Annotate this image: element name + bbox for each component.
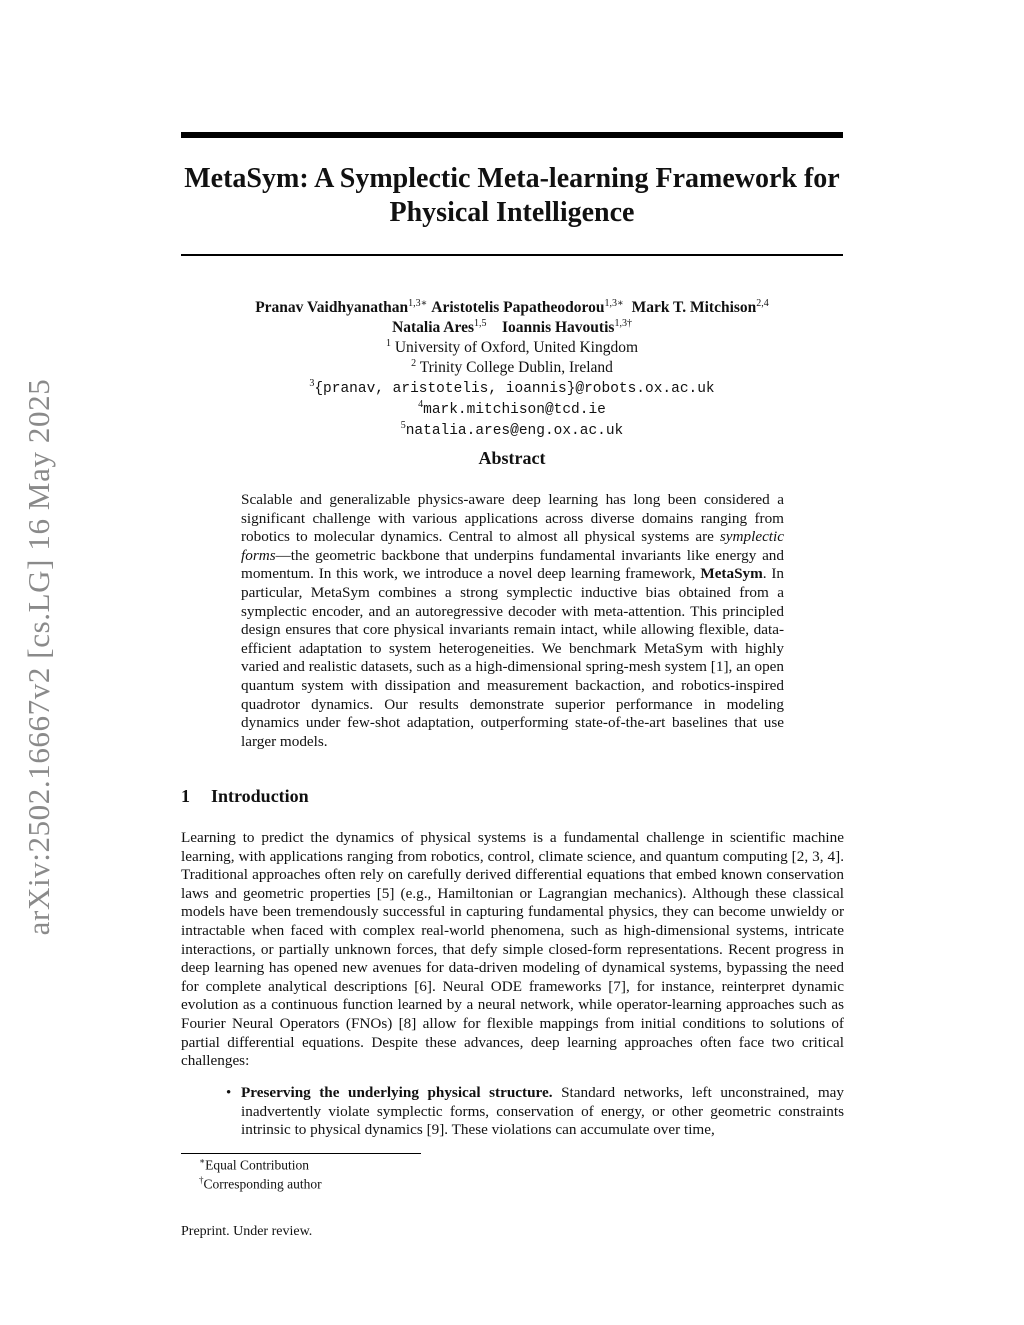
author-sup: 1,3∗ <box>408 297 428 309</box>
affiliation: $^2$ Trinity College Dublin, Ireland <box>411 357 613 376</box>
abstract-emphasis: symplectic forms <box>241 528 784 564</box>
section-number: 1 <box>181 786 190 806</box>
author-sup: 1,3∗ <box>604 297 624 309</box>
author-line-1 <box>181 298 843 318</box>
abstract-body: Scalable and generalizable physics-aware deep learning has long been considered a significant challenge with various applications across diverse domains ranging from robotics to molecular dynamics. Central to almost all physical systems are symplectic forms—the geometric backbone that underpins fundamental invariants like energy and momentum. In this work, we introduce a novel deep learning framework, MetaSym. In particular, MetaSym combines a strong symplectic inductive bias obtained from a symplectic encoder, and an autoregressive decoder with meta-attention. This principled design ensures that core physical invariants remain intact, while allowing flexible, data-efficient adaptation to system heterogeneities. We benchmark MetaSym with highly varied and realistic datasets, such as a high-dimensional spring-mesh system [1], an open quantum system with dissipation and measurement backaction, and robotics-inspired quadrotor dynamics. Our results demonstrate superior performance in modeling dynamics under few-shot adaptation, outperforming state-of-the-art baselines that use larger models. <box>241 491 784 750</box>
section-title: Introduction <box>211 786 309 806</box>
abstract-heading: Abstract <box>478 448 546 468</box>
arxiv-identifier <box>10 348 68 966</box>
author-name: Pranav Vaidhyanathan <box>255 299 409 316</box>
footnote: ∗Equal Contribution <box>199 1156 309 1173</box>
intro-paragraph: Learning to predict the dynamics of physical systems is a fundamental challenge in scientific machine learning, with applications ranging from robotics, control, climate science, and quantum computing [2, 3, 4]. Traditional approaches often rely on carefully derived differential equations that embed known conservation laws and geometric properties [5] (e.g., Hamiltonian or Lagrangian mechanics). Although these classical models have been tremendously successful in capturing fundamental physics, they can become unwieldy or intractable when faced with complex real-world phenomena, such as high-dimensional systems, intricate interactions, or partially unknown forces, that defy simple closed-form representations. Recent progress in deep learning has opened new avenues for data-driven modeling of dynamical systems, bypassing the need for complete analytical descriptions [6]. Neural ODE frameworks [7], for instance, reinterpret dynamic evolution as a continuous function learned by a neural network, while operator-learning approaches such as Fourier Neural Operators (FNOs) [8] allow for flexible mappings from initial conditions to solutions of partial differential equations. Despite these advances, deep learning approaches often face two critical challenges: <box>181 829 844 1070</box>
bullet-heading: Preserving the underlying physical structure. <box>241 1084 553 1101</box>
footnote: †Corresponding author <box>199 1175 322 1192</box>
title-rule-bottom <box>181 254 843 256</box>
section-heading <box>181 786 309 807</box>
author-name: Natalia Ares <box>392 319 475 336</box>
affiliation-email: $^5$natalia.ares@eng.ox.ac.uk <box>400 419 624 439</box>
author-sup: 1,5 <box>474 317 487 329</box>
author-name: Aristotelis Papatheodorou <box>431 299 605 316</box>
bullet-marker: • <box>226 1085 232 1101</box>
bullet-item <box>241 1084 844 1140</box>
affiliation-email: $^4$mark.mitchison@tcd.ie <box>418 398 606 418</box>
author-block <box>181 298 843 441</box>
title-rule-top <box>181 132 843 138</box>
author-line-2 <box>181 318 843 338</box>
author-name: Mark T. Mitchison <box>631 299 757 316</box>
author-sup: 1,3† <box>614 317 632 329</box>
author-name: Ioannis Havoutis <box>502 319 615 336</box>
author-sup: 2,4 <box>756 297 769 309</box>
preprint-note: Preprint. Under review. <box>181 1224 313 1239</box>
abstract-strong: MetaSym <box>700 565 763 583</box>
arxiv-identifier-text: arXiv:2502.16667v2 [cs.LG] 16 May 2025 <box>21 378 56 936</box>
bullet-text: Standard networks, left unconstrained, may inadvertently violate symplectic forms, conservation of energy, or other geometric constraints intrinsic to physical dynamics [9]. These violations can accumulate over time, <box>241 1084 844 1139</box>
paper-title: MetaSym: A Symplectic Meta-learning Framework for Physical Intelligence <box>184 163 840 228</box>
footnote-rule <box>181 1153 421 1154</box>
affiliation-email: $^3${pranav, aristotelis, ioannis}@robots.ox.ac.uk <box>309 377 715 397</box>
affiliation: $^1$ University of Oxford, United Kingdom <box>385 337 639 356</box>
